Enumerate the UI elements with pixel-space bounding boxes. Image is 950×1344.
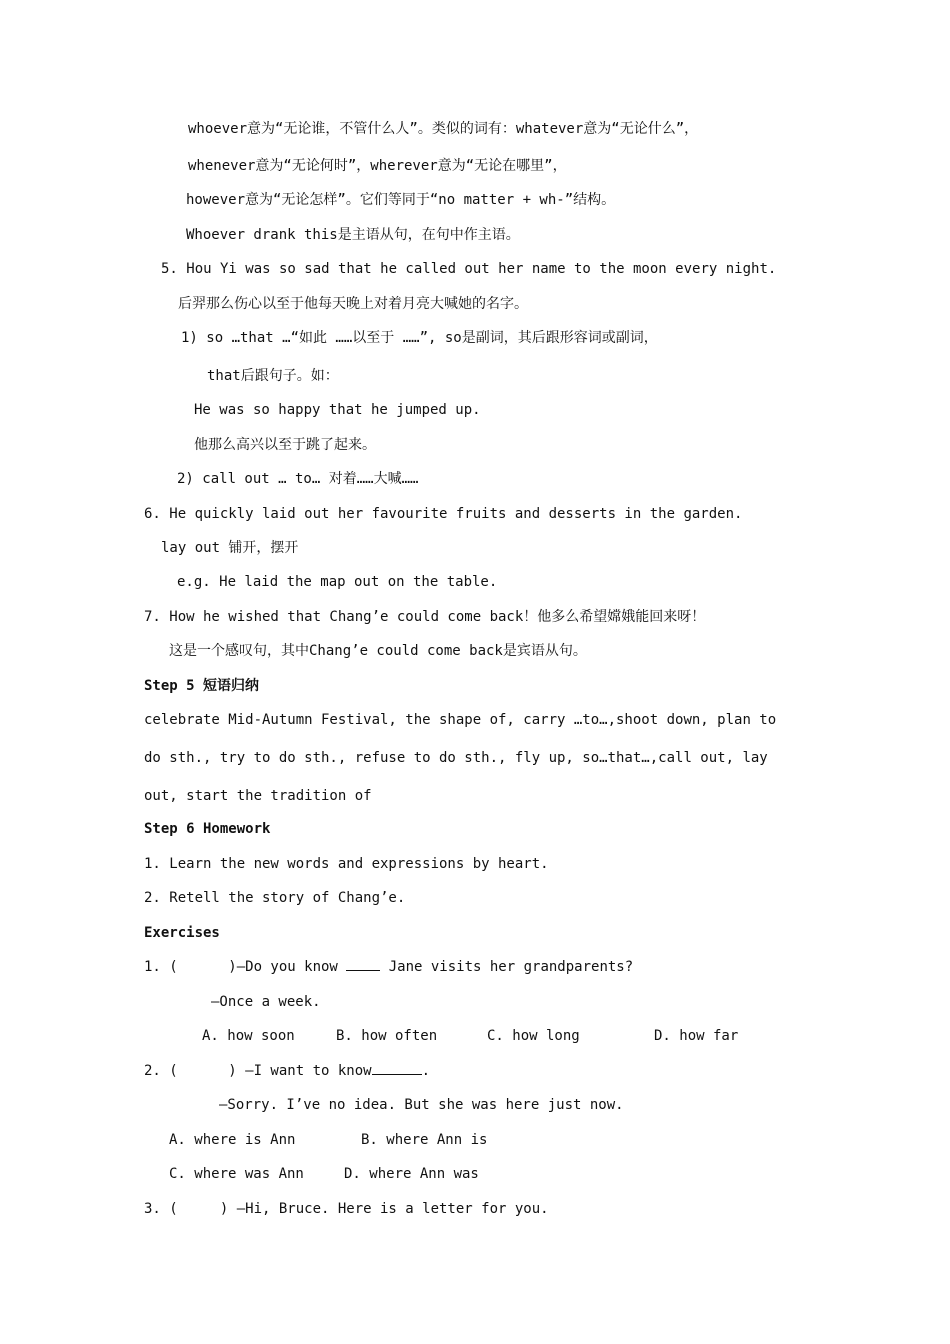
step-5-phrases-line-1: celebrate Mid-Autumn Festival, the shape of, carry …to…,shoot down, plan to <box>144 712 777 728</box>
question-2-option-a: A. where is Ann <box>169 1132 296 1148</box>
note-whoever-clause: Whoever drank this是主语从句，在句中作主语。 <box>186 227 520 243</box>
question-1-suffix: Jane visits her grandparents? <box>380 959 634 975</box>
note-however: however意为“无论怎样”。它们等同于“no matter + wh-”结构。 <box>186 192 616 208</box>
question-1-reply: —Once a week. <box>211 994 321 1010</box>
question-3: 3. ( ) —Hi, Bruce. Here is a letter for you. <box>144 1201 549 1217</box>
item-7-sentence: 7. How he wished that Chang’e could come back！他多么希望嫦娥能回来呀！ <box>144 609 706 625</box>
item-5-sentence: 5. Hou Yi was so sad that he called out her name to the moon every night. <box>161 261 777 277</box>
item-6-phrase: lay out 铺开，摆开 <box>161 540 299 556</box>
question-2-prefix: 2. ( ) —I want to know <box>144 1063 372 1079</box>
exercises-heading: Exercises <box>144 925 220 941</box>
question-2-option-c: C. where was Ann <box>169 1166 304 1182</box>
step-5-phrases-line-3: out, start the tradition of <box>144 788 372 804</box>
homework-item-1: 1. Learn the new words and expressions by heart. <box>144 856 549 872</box>
question-2-option-d: D. where Ann was <box>344 1166 479 1182</box>
item-5-example-zh: 他那么高兴以至于跳了起来。 <box>194 437 376 453</box>
item-6-sentence: 6. He quickly laid out her favourite fruits and desserts in the garden. <box>144 506 743 522</box>
answer-blank <box>372 1062 422 1075</box>
item-5-point-1: 1) so …that …“如此 ……以至于 ……”, so是副词，其后跟形容词或副词， <box>181 330 658 346</box>
question-2 <box>144 1062 430 1080</box>
question-2-reply: —Sorry. I’ve no idea. But she was here just now. <box>219 1097 624 1113</box>
question-1-option-b: B. how often <box>336 1028 438 1044</box>
item-5-example-en: He was so happy that he jumped up. <box>194 402 481 418</box>
item-5-translation: 后羿那么伤心以至于他每天晚上对着月亮大喊她的名字。 <box>178 296 528 312</box>
question-2-suffix: . <box>421 1063 431 1079</box>
answer-blank <box>346 958 380 971</box>
item-5-point-1-cont: that后跟句子。如： <box>207 368 339 384</box>
question-1-option-a: A. how soon <box>202 1028 295 1044</box>
item-7-explanation: 这是一个感叹句，其中Chang’e could come back是宾语从句。 <box>169 643 587 659</box>
step-5-heading: Step 5 短语归纳 <box>144 678 260 694</box>
step-5-phrases-line-2: do sth., try to do sth., refuse to do sth., fly up, so…that…,call out, lay <box>144 750 768 766</box>
item-5-point-2: 2) call out … to… 对着……大喊…… <box>177 471 419 487</box>
step-6-heading: Step 6 Homework <box>144 821 271 837</box>
question-1-option-d: D. how far <box>654 1028 739 1044</box>
question-1 <box>144 958 633 976</box>
question-1-option-c: C. how long <box>487 1028 580 1044</box>
question-2-option-b: B. where Ann is <box>361 1132 488 1148</box>
note-whenever: whenever意为“无论何时”，wherever意为“无论在哪里”， <box>188 158 567 174</box>
homework-item-2: 2. Retell the story of Chang’e. <box>144 890 406 906</box>
note-whoever: whoever意为“无论谁，不管什么人”。类似的词有：whatever意为“无论什么”， <box>188 121 699 137</box>
question-1-prefix: 1. ( )—Do you know <box>144 959 347 975</box>
item-6-example: e.g. He laid the map out on the table. <box>177 574 498 590</box>
